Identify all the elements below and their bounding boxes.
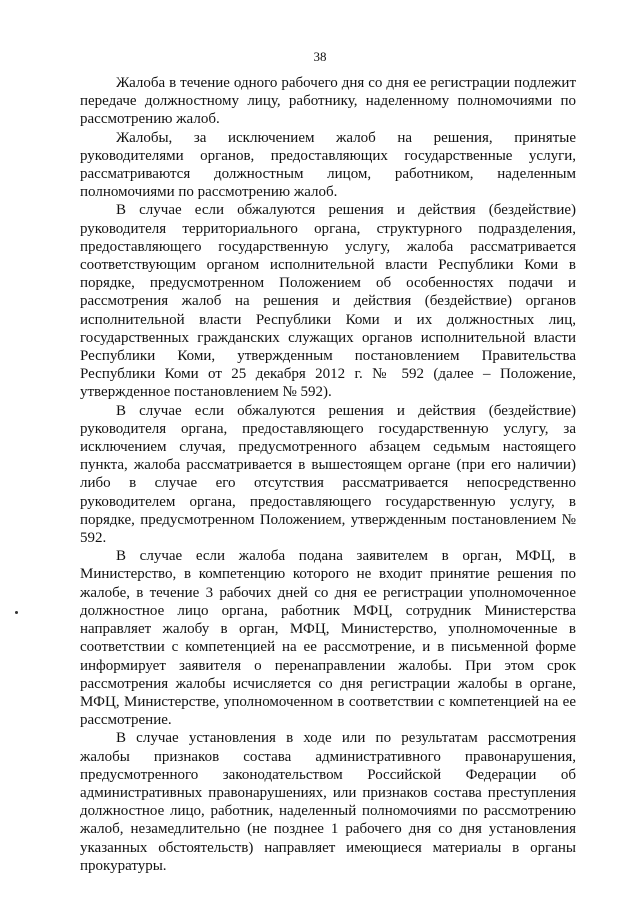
paragraph-territorial-head: В случае если обжалуются решения и действия (бездействие) руководителя территориального органа, структурного подразделения, предоставляющего государственную услугу, жалоба рассматривается соответствующим органом исполнительной власти Республики Коми в порядке, предусмотренном Положением об особенностях подачи и рассмотрения жалоб на решения и действия (бездействие) органов исполнительной власти Республики Коми и их должностных лиц, государственных гражданских служащих органов исполнительной власти Республики Коми, утвержденным постановлением Правительства Республики Коми от 25 декабря 2012 г. № 592 (далее – Положение, утвержденное постановлением № 592).	[80, 202, 576, 401]
paragraph-complaint-transfer: Жалоба в течение одного рабочего дня со дня ее регистрации подлежит передаче должностному лицу, работнику, наделенному полномочиями по рассмотрению жалоб.	[80, 75, 576, 128]
paragraph-prosecutor: В случае установления в ходе или по результатам рассмотрения жалобы признаков состава административного правонарушения, предусмотренного законодательством Российской Федерации об административных правонарушениях, или признаков состава преступления должностное лицо, работник, наделенный полномочиями по рассмотрению жалоб, незамедлительно (не позднее 1 рабочего дня со дня установления указанных обстоятельств) направляет имеющиеся материалы в органы прокуратуры.	[80, 730, 576, 874]
scan-artifact-dot	[15, 611, 18, 614]
document-body	[80, 74, 576, 875]
paragraph-redirect: В случае если жалоба подана заявителем в орган, МФЦ, в Министерство, в компетенцию которого не входит принятие решения по жалобе, в течение 3 рабочих дней со дня ее регистрации уполномоченное должностное лицо органа, работник МФЦ, сотрудник Министерства направляет жалобу в орган, МФЦ, Министерство, уполномоченные в соответствии с компетенцией на ее рассмотрение, и в письменной форме информирует заявителя о перенаправлении жалобы. При этом срок рассмотрения жалобы исчисляется со дня регистрации жалобы в органе, МФЦ, Министерстве, уполномоченном в соответствии с компетенцией на ее рассмотрение.	[80, 548, 576, 729]
paragraph-organ-head: В случае если обжалуются решения и действия (бездействие) руководителя органа, предоставляющего государственную услугу, за исключением случая, предусмотренного абзацем седьмым настоящего пункта, жалоба рассматривается в вышестоящем органе (при его наличии) либо в случае его отсутствия рассматривается непосредственно руководителем органа, предоставляющего государственную услугу, в порядке, предусмотренном Положением, утвержденным постановлением № 592.	[80, 402, 576, 547]
paragraph-complaint-review: Жалобы, за исключением жалоб на решения, принятые руководителями органов, предоставляющих государственные услуги, рассматриваются должностным лицом, работником, наделенным полномочиями по рассмотрению жалоб.	[80, 129, 576, 201]
page-number: 38	[313, 49, 327, 64]
